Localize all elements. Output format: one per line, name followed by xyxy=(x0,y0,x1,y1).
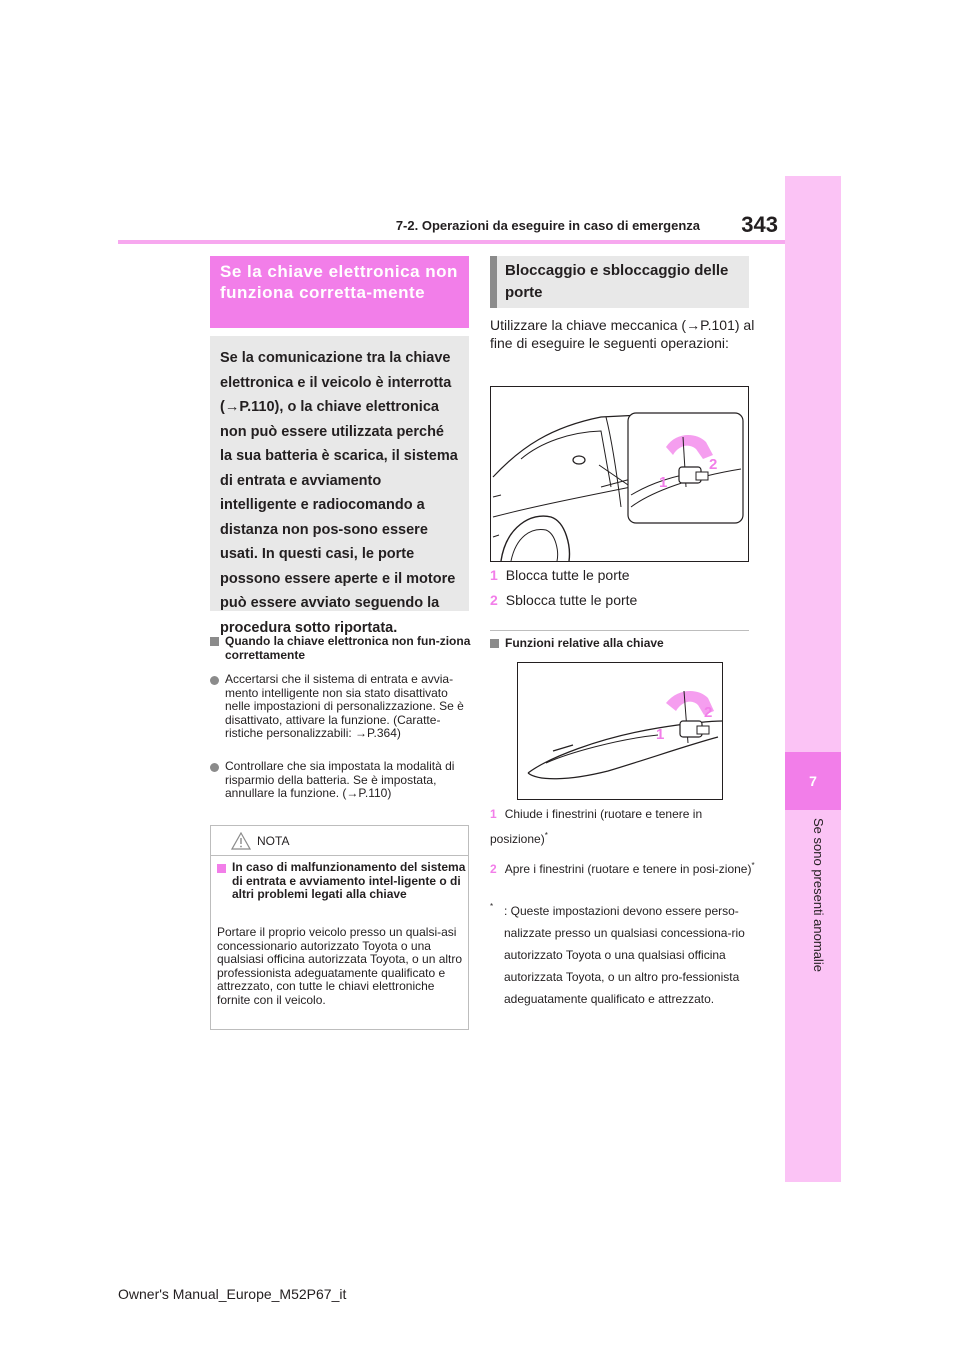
warning-triangle-icon xyxy=(231,832,251,850)
car-door-figure xyxy=(491,387,748,561)
topic-title-box xyxy=(210,256,469,328)
intro-box: Se la comunicazione tra la chiave elettronica e il veicolo è interrotta (→P.110), o la chiave elettronica non può essere utilizzata perché la sua batteria è scarica, il sistema di entrata e avviamento intelligente e radiocomando a distanza non pos-sono essere usati. In questi casi, le porte possono essere aperte e il motore può essere avviato seguendo la procedura sotto riportata. xyxy=(210,336,469,611)
footnote-text: : Queste impostazioni devono essere perso-nalizzate presso un qualsiasi concessiona-rio autorizzato Toyota o una qualsiasi officina autorizzata Toyota, o un altro pro-fessionista adeguatamente qualificato e attrezzato. xyxy=(504,904,745,1006)
chapter-title: Se sono presenti anomalie xyxy=(811,818,826,972)
page-number: 343 xyxy=(741,212,778,237)
key-step-number: 2 xyxy=(490,862,497,876)
key-step-text: Apre i finestrini (ruotare e tenere in posi-zione) xyxy=(504,862,752,876)
fig1-label-2: 2 xyxy=(709,456,718,473)
key-step-item xyxy=(490,803,755,850)
footer-text: Owner's Manual_Europe_M52P67_it xyxy=(118,1286,347,1302)
section-divider xyxy=(490,630,749,631)
step-text: Sblocca tutte le porte xyxy=(505,592,638,608)
step-number: 1 xyxy=(490,567,498,583)
fig1-label-1: 1 xyxy=(659,474,668,491)
key-step-number: 1 xyxy=(490,807,497,821)
fig2-label-1: 1 xyxy=(656,726,665,743)
chapter-number: 7 xyxy=(785,752,841,810)
asterisk-mark: * xyxy=(544,831,548,840)
footnote-mark: * xyxy=(490,902,494,911)
section-heading: 7-2. Operazioni da eseguire in caso di emergenza xyxy=(395,218,700,233)
key-illustration xyxy=(517,662,723,800)
bullet-item: Controllare che sia impostata la modalità di risparmio della batteria. Se è impostata, annullare la funzione. (→P.110) xyxy=(210,760,472,801)
step-item xyxy=(490,591,637,609)
asterisk-mark: * xyxy=(751,861,755,870)
topic-title: Se la chiave elettronica non funziona corretta-mente xyxy=(220,262,458,302)
nota-box xyxy=(210,825,469,1030)
section-title-right: Bloccaggio e sbloccaggio delle porte xyxy=(490,256,749,308)
step-text: Blocca tutte le porte xyxy=(505,567,630,583)
header-rule xyxy=(118,240,785,244)
bullet-item: Accertarsi che il sistema di entrata e avvia-mento intelligente non sia stato disattivato nelle impostazioni di personalizzazione. Se è disattivato, attivare la funzione. (Caratte-ristiche personalizzabili: →P.364) xyxy=(210,673,472,741)
nota-body: Portare il proprio veicolo presso un qualsi-asi concessionario autorizzato Toyota o una qualsiasi officina autorizzata Toyota, o un altro professionista adeguatamente qualificato e attrezzato, con tutte le chiavi elettroniche fornite con il veicolo. xyxy=(217,925,463,1007)
nota-heading: In caso di malfunzionamento del sistema di entrata e avviamento intel-ligente o di altri problemi legati alla chiave xyxy=(217,861,467,902)
key-step-text: Chiude i finestrini (ruotare e tenere in posizione) xyxy=(490,807,703,846)
fig2-label-2: 2 xyxy=(704,704,713,721)
door-lock-illustration xyxy=(490,386,749,562)
nota-label: NOTA xyxy=(257,834,290,848)
step-item xyxy=(490,566,630,584)
door-handle-figure xyxy=(518,663,722,799)
footnote xyxy=(490,900,755,1010)
key-step-item xyxy=(490,855,755,880)
subsection-title-right: Funzioni relative alla chiave xyxy=(490,636,752,650)
right-intro: Utilizzare la chiave meccanica (→P.101) al fine di eseguire le seguenti operazioni: xyxy=(490,317,755,351)
chapter-side-tab xyxy=(785,176,841,1182)
step-number: 2 xyxy=(490,592,498,608)
subsection-title-left: Quando la chiave elettronica non fun-ziona correttamente xyxy=(210,634,472,662)
nota-header xyxy=(211,826,468,856)
